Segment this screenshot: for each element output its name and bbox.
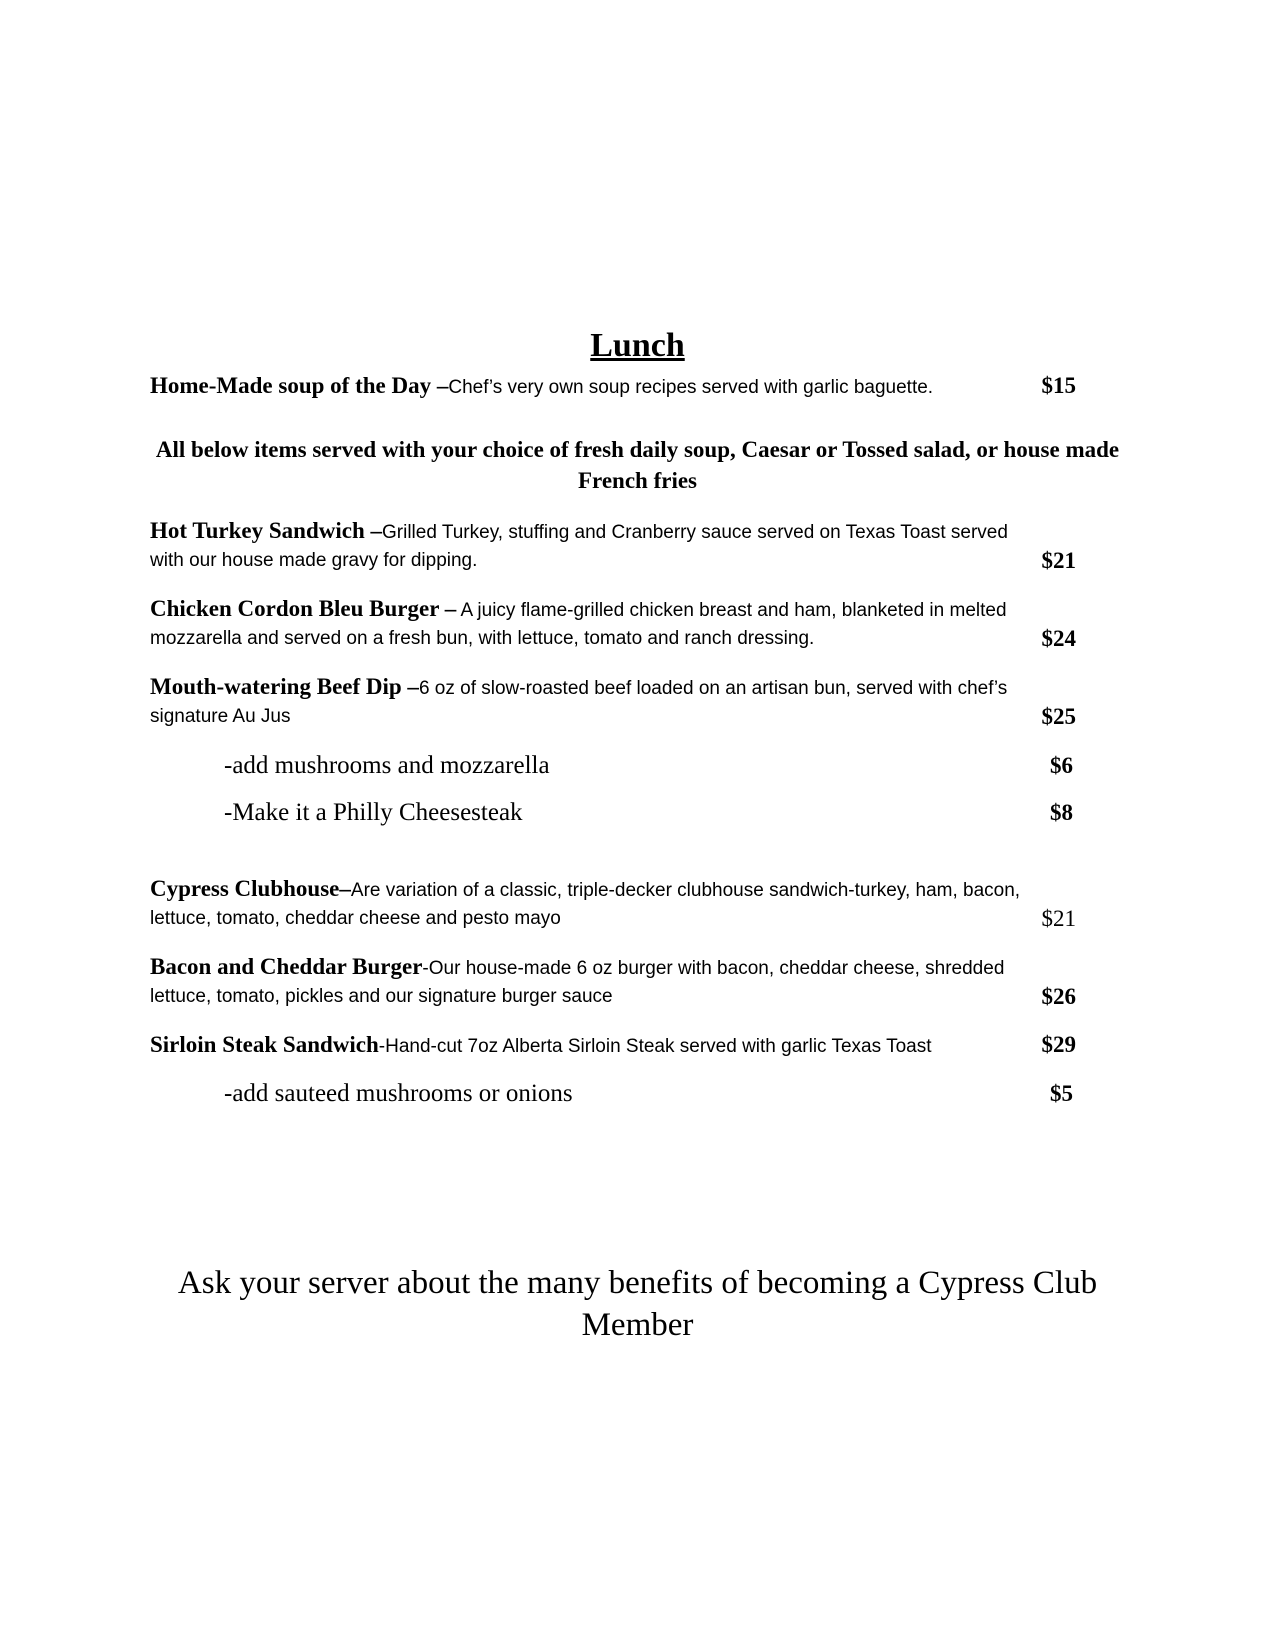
item-price: $25 xyxy=(1041,704,1076,729)
addon-price: $6 xyxy=(1050,753,1073,778)
addon-price: $5 xyxy=(1050,1081,1073,1106)
menu-item-soup xyxy=(150,371,1106,401)
item-description: Are variation of a classic, triple-decker clubhouse sandwich-turkey, ham, bacon, xyxy=(350,880,1021,901)
item-description: signature Au Jus xyxy=(150,706,291,727)
item-price: $24 xyxy=(1041,626,1076,651)
item-description: lettuce, tomato, cheddar cheese and pesto mayo xyxy=(150,908,561,929)
menu-title: Lunch xyxy=(590,327,685,364)
item-description: 6 oz of slow-roasted beef loaded on an artisan bun, served with chef’s xyxy=(418,678,1008,699)
addon-text: -add mushrooms and mozzarella xyxy=(224,752,550,779)
item-name: Home-Made soup of the Day – xyxy=(150,373,449,398)
addon-philly-cheesesteak xyxy=(224,797,1084,829)
menu-item-beef-dip xyxy=(150,672,1106,732)
menu-item-sirloin-steak-sandwich xyxy=(150,1030,1106,1060)
item-name: Hot Turkey Sandwich – xyxy=(150,518,382,543)
item-description: mozzarella and served on a fresh bun, with lettuce, tomato and ranch dressing. xyxy=(150,628,815,649)
menu-item-chicken-cordon-bleu-burger xyxy=(150,594,1106,654)
item-name: Chicken Cordon Bleu Burger – xyxy=(150,596,457,621)
item-description: A juicy flame-grilled chicken breast and ham, blanketed in melted xyxy=(456,600,1007,621)
addon-mushrooms-mozzarella xyxy=(224,750,1084,782)
menu-item-hot-turkey-sandwich xyxy=(150,516,1106,576)
addon-text: -add sauteed mushrooms or onions xyxy=(224,1080,573,1107)
membership-footer: Ask your server about the many benefits of becoming a Cypress Club Member xyxy=(177,1265,1098,1343)
item-price: $15 xyxy=(1041,373,1076,398)
menu-item-line xyxy=(150,371,1106,401)
item-price: $29 xyxy=(1041,1032,1076,1057)
menu-item-cypress-clubhouse xyxy=(150,874,1106,934)
item-price: $21 xyxy=(1041,548,1076,573)
item-name: Mouth-watering Beef Dip – xyxy=(150,674,419,699)
item-price: $26 xyxy=(1041,984,1076,1009)
addon-sauteed-mushrooms-onions xyxy=(224,1078,1084,1110)
item-description: lettuce, tomato, pickles and our signature burger sauce xyxy=(150,986,613,1007)
menu-item-bacon-cheddar-burger xyxy=(150,952,1106,1012)
item-description: Chef’s very own soup recipes served with garlic baguette. xyxy=(448,377,934,398)
addon-price: $8 xyxy=(1050,800,1073,825)
item-name: Sirloin Steak Sandwich xyxy=(150,1032,379,1057)
item-description: Grilled Turkey, stuffing and Cranberry sauce served on Texas Toast served xyxy=(382,522,1008,543)
item-name: Cypress Clubhouse– xyxy=(150,876,351,901)
item-price: $21 xyxy=(1041,906,1076,931)
addon-text: -Make it a Philly Cheesesteak xyxy=(224,799,523,826)
item-name: Bacon and Cheddar Burger xyxy=(150,954,423,979)
item-description: -Our house-made 6 oz burger with bacon, cheddar cheese, shredded xyxy=(422,958,1005,979)
served-with-notice: All below items served with your choice of fresh daily soup, Caesar or Tossed salad, or house made French fries xyxy=(155,437,1120,493)
item-description: with our house made gravy for dipping. xyxy=(150,550,478,571)
item-description: -Hand-cut 7oz Alberta Sirloin Steak served with garlic Texas Toast xyxy=(378,1036,932,1057)
